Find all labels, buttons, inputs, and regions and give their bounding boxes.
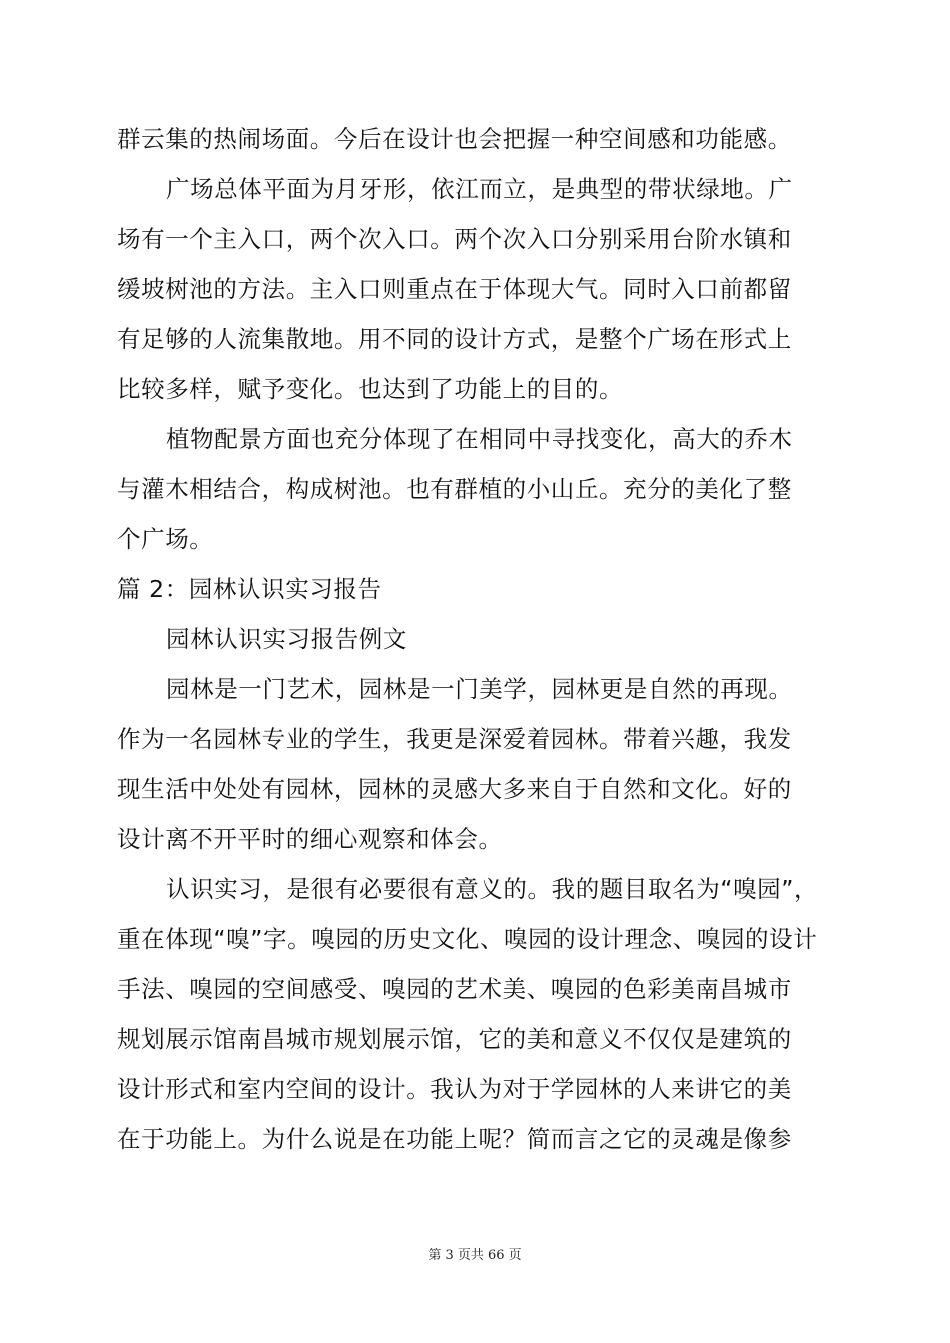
text-line-5: 有足够的人流集散地。用不同的设计方式，是整个广场在形式上 [117,325,792,353]
text-line-8: 与灌木相结合，构成树池。也有群植的小山丘。充分的美化了整 [117,475,792,503]
text-line-17: 重在体现“嗅”字。嗅园的历史文化、嗅园的设计理念、嗅园的设计 [117,925,818,953]
text-line-7: 植物配景方面也充分体现了在相同中寻找变化，高大的乔木 [166,425,793,453]
text-line-16: 认识实习，是很有必要很有意义的。我的题目取名为“嗅园”， [166,875,819,903]
text-line-3: 场有一个主入口，两个次入口。两个次入口分别采用台阶水镇和 [117,225,792,253]
text-line-9: 个广场。 [117,525,214,553]
text-line-19: 规划展示馆南昌城市规划展示馆，它的美和意义不仅仅是建筑的 [117,1025,792,1053]
page-number-footer: 第 3 页共 66 页 [428,1248,522,1263]
text-line-12: 园林是一门艺术，园林是一门美学，园林更是自然的再现。 [166,675,793,703]
text-line-21: 在于功能上。为什么说是在功能上呢？简而言之它的灵魂是像参 [117,1125,792,1153]
text-line-4: 缓坡树池的方法。主入口则重点在于体现大气。同时入口前都留 [117,275,792,303]
text-line-1: 群云集的热闹场面。今后在设计也会把握一种空间感和功能感。 [117,125,792,153]
text-line-15: 设计离不开平时的细心观察和体会。 [117,825,503,853]
text-line-20: 设计形式和室内空间的设计。我认为对于学园林的人来讲它的美 [117,1075,792,1103]
text-line-14: 现生活中处处有园林，园林的灵感大多来自于自然和文化。好的 [117,775,792,803]
text-line-13: 作为一名园林专业的学生，我更是深爱着园林。带着兴趣，我发 [117,725,792,753]
text-line-18: 手法、嗅园的空间感受、嗅园的艺术美、嗅园的色彩美南昌城市 [117,975,792,1003]
text-line-2: 广场总体平面为月牙形，依江而立，是典型的带状绿地。广 [166,175,793,203]
section-heading: 篇 2：园林认识实习报告 [117,575,382,603]
text-line-6: 比较多样，赋予变化。也达到了功能上的目的。 [117,375,624,403]
section-subtitle: 园林认识实习报告例文 [166,625,407,653]
